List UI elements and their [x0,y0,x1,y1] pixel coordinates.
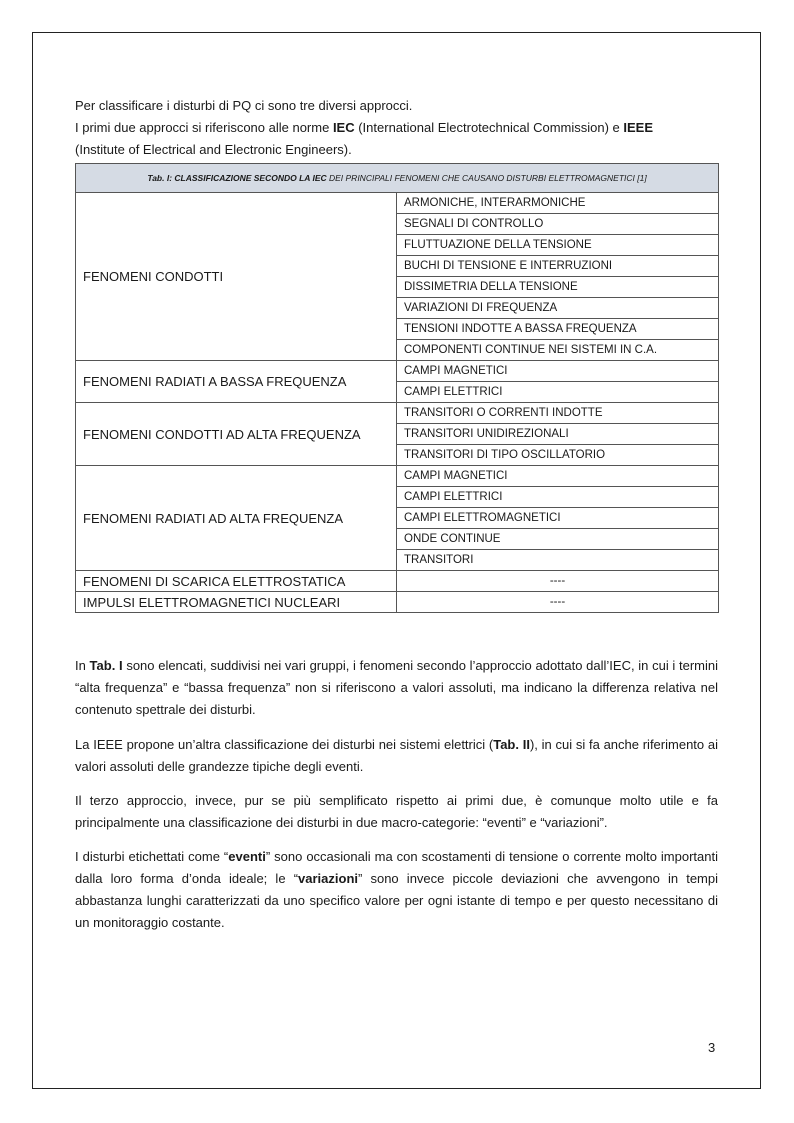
intro-paragraph [75,95,718,161]
table-cell: TRANSITORI O CORRENTI INDOTTE [397,403,719,424]
group-conducted-high: FENOMENI CONDOTTI AD ALTA FREQUENZA [76,403,397,466]
intro-line-2: I primi due approcci si riferiscono alle norme IEC (International Electrotechnical Commission) e IEEE [75,120,654,135]
table-cell: TRANSITORI DI TIPO OSCILLATORIO [397,445,719,466]
group-nuclear-pulse: IMPULSI ELETTROMAGNETICI NUCLEARI [76,592,397,613]
table-cell: COMPONENTI CONTINUE NEI SISTEMI IN C.A. [397,340,719,361]
page-number: 3 [708,1040,716,1055]
table-cell-empty: ---- [397,592,719,613]
table-caption: Tab. I: CLASSIFICAZIONE SECONDO LA IEC DEI PRINCIPALI FENOMENI CHE CAUSANO DISTURBI ELETTROMAGNETICI [1] [76,164,719,193]
table-cell: CAMPI ELETTRICI [397,382,719,403]
table-cell: BUCHI DI TENSIONE E INTERRUZIONI [397,256,719,277]
table-cell: TENSIONI INDOTTE A BASSA FREQUENZA [397,319,719,340]
paragraph-3: Il terzo approccio, invece, pur se più semplificato rispetto ai primi due, è comunque molto utile e fa principalmente una classificazione dei disturbi in due macro-categorie: “eventi” e “variazioni”. [75,793,718,830]
table-cell: VARIAZIONI DI FREQUENZA [397,298,719,319]
table-cell: CAMPI ELETTRICI [397,487,719,508]
table-cell: SEGNALI DI CONTROLLO [397,214,719,235]
table-cell: ONDE CONTINUE [397,529,719,550]
paragraph-1: In Tab. I sono elencati, suddivisi nei vari gruppi, i fenomeni secondo l’approccio adottato dall’IEC, in cui i termini “alta frequenza” e “bassa frequenza” non si riferiscono a valori assoluti, ma indicano la differenza relativa nel contenuto spettrale dei disturbi. [75,658,718,717]
table-cell: DISSIMETRIA DELLA TENSIONE [397,277,719,298]
paragraph-4: I disturbi etichettati come “eventi” sono occasionali ma con scostamenti di tensione o corrente molto importanti dalla loro forma d’onda ideale; le “variazioni” sono invece piccole deviazioni che avvengono in tempi abbastanza lunghi caratterizzati da uno specifico valore per ogni istante di tempo e per questo necessitano di un monitoraggio costante. [75,849,718,930]
classification-table [75,163,719,613]
table-cell-empty: ---- [397,571,719,592]
table-cell: ARMONICHE, INTERARMONICHE [397,193,719,214]
table-cell: CAMPI MAGNETICI [397,361,719,382]
table-cell: FLUTTUAZIONE DELLA TENSIONE [397,235,719,256]
paragraph-2: La IEEE propone un’altra classificazione dei disturbi nei sistemi elettrici (Tab. II), in cui si fa anche riferimento ai valori assoluti delle grandezze tipiche degli eventi. [75,737,718,774]
table-cell: TRANSITORI [397,550,719,571]
group-electrostatic: FENOMENI DI SCARICA ELETTROSTATICA [76,571,397,592]
intro-line-3: (Institute of Electrical and Electronic Engineers). [75,142,352,157]
group-conducted: FENOMENI CONDOTTI [76,193,397,361]
table-cell: CAMPI ELETTROMAGNETICI [397,508,719,529]
group-radiated-low: FENOMENI RADIATI A BASSA FREQUENZA [76,361,397,403]
intro-line-1: Per classificare i disturbi di PQ ci sono tre diversi approcci. [75,98,413,113]
group-radiated-high: FENOMENI RADIATI AD ALTA FREQUENZA [76,466,397,571]
table-cell: TRANSITORI UNIDIREZIONALI [397,424,719,445]
table-cell: CAMPI MAGNETICI [397,466,719,487]
